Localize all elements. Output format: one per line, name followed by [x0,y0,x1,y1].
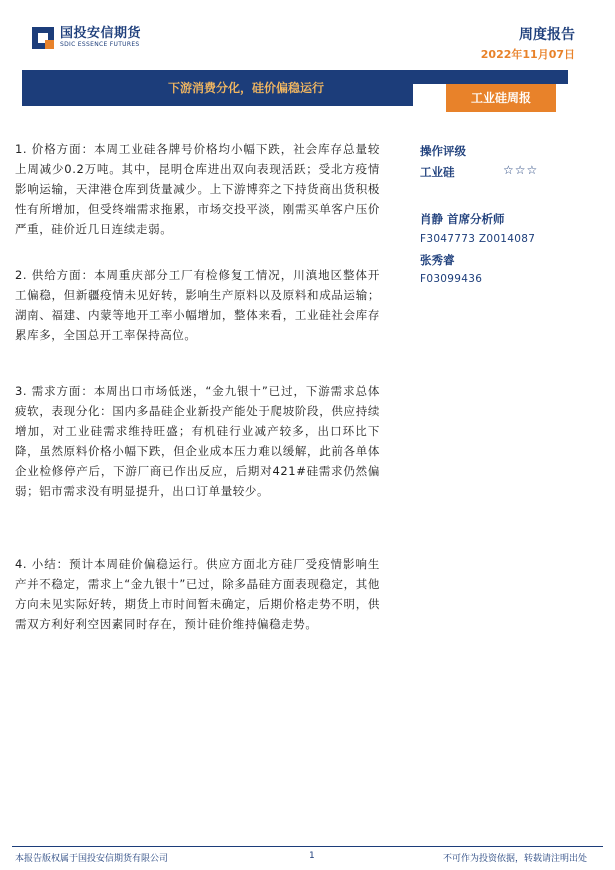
paragraph-summary: 4. 小结：预计本周硅价偏稳运行。供应方面北方硅厂受疫情影响生产并不稳定，需求上“金九银十”已过，除多晶硅方面表现稳定，其他方向未见实际好转，期货上市时间暂未确定，后期价格走势不明，供需双方利好利空因素同时存在，预计硅价维持偏稳走势。 [15,557,380,631]
paragraph-supply: 2. 供给方面：本周重庆部分工厂有检修复工情况，川滇地区整体开工偏稳，但新疆疫情未见好转，影响生产原料以及原料和成品运输；湖南、福建、内蒙等地开工率小幅增加，整体来看，工业硅社会库存累库多，全国总开工率保持高位。 [15,268,380,342]
logo-icon [32,27,54,49]
paragraph-price: 1. 价格方面：本周工业硅各牌号价格均小幅下跌，社会库存总量较上周减少0.2万吨。其中，昆明仓库进出双向表现活跃；受北方疫情影响运输，天津港仓库到货量减少。上下游博弈之下持货商出货积极性有所增加，但受终端需求拖累，市场交投平淡，刚需买单客户压价严重，硅价近几日连续走弱。 [15,142,380,236]
analyst-2-name: 张秀睿 [420,253,455,267]
report-date: 2022年11月07日 [480,48,575,61]
report-tag: 工业硅周报 [470,91,531,105]
footer-disclaimer: 不可作为投资依据，转载请注明出处 [442,854,587,864]
brand-logo [32,27,141,49]
analyst-2-code: F03099436 [420,273,483,285]
header-bar-extension [413,70,568,84]
brand-name-cn: 国投安信期货 [60,26,142,41]
brand-name-en: SDIC ESSENCE FUTURES [60,41,140,48]
footer-divider [12,846,603,847]
analyst-1-name: 肖静 首席分析师 [420,212,505,226]
analyst-1-codes: F3047773 Z0014087 [420,233,536,245]
paragraph-demand: 3. 需求方面：本周出口市场低迷，“金九银十”已过，下游需求总体疲软，表现分化：国内多晶硅企业新投产能处于爬坡阶段，供应持续增加，对工业硅需求维持旺盛；有机硅行业减产较多，出口环比下降，虽然原料价格小幅下跌，但企业成本压力难以缓解，此前各单体企业检修停产后，下游厂商已作出反应，后期对421#硅需求仍然偏弱；铝市需求没有明显提升，出口订单量较少。 [15,384,380,498]
page-number: 1 [309,851,315,861]
rating-item: 工业硅 [420,165,455,179]
headline: 下游消费分化，硅价偏稳运行 [168,81,325,95]
rating-stars: ☆☆☆ [503,163,539,177]
footer-copyright: 本报告版权属于国投安信期货有限公司 [15,854,169,864]
rating-title: 操作评级 [420,144,466,158]
report-type: 周度报告 [519,27,575,43]
